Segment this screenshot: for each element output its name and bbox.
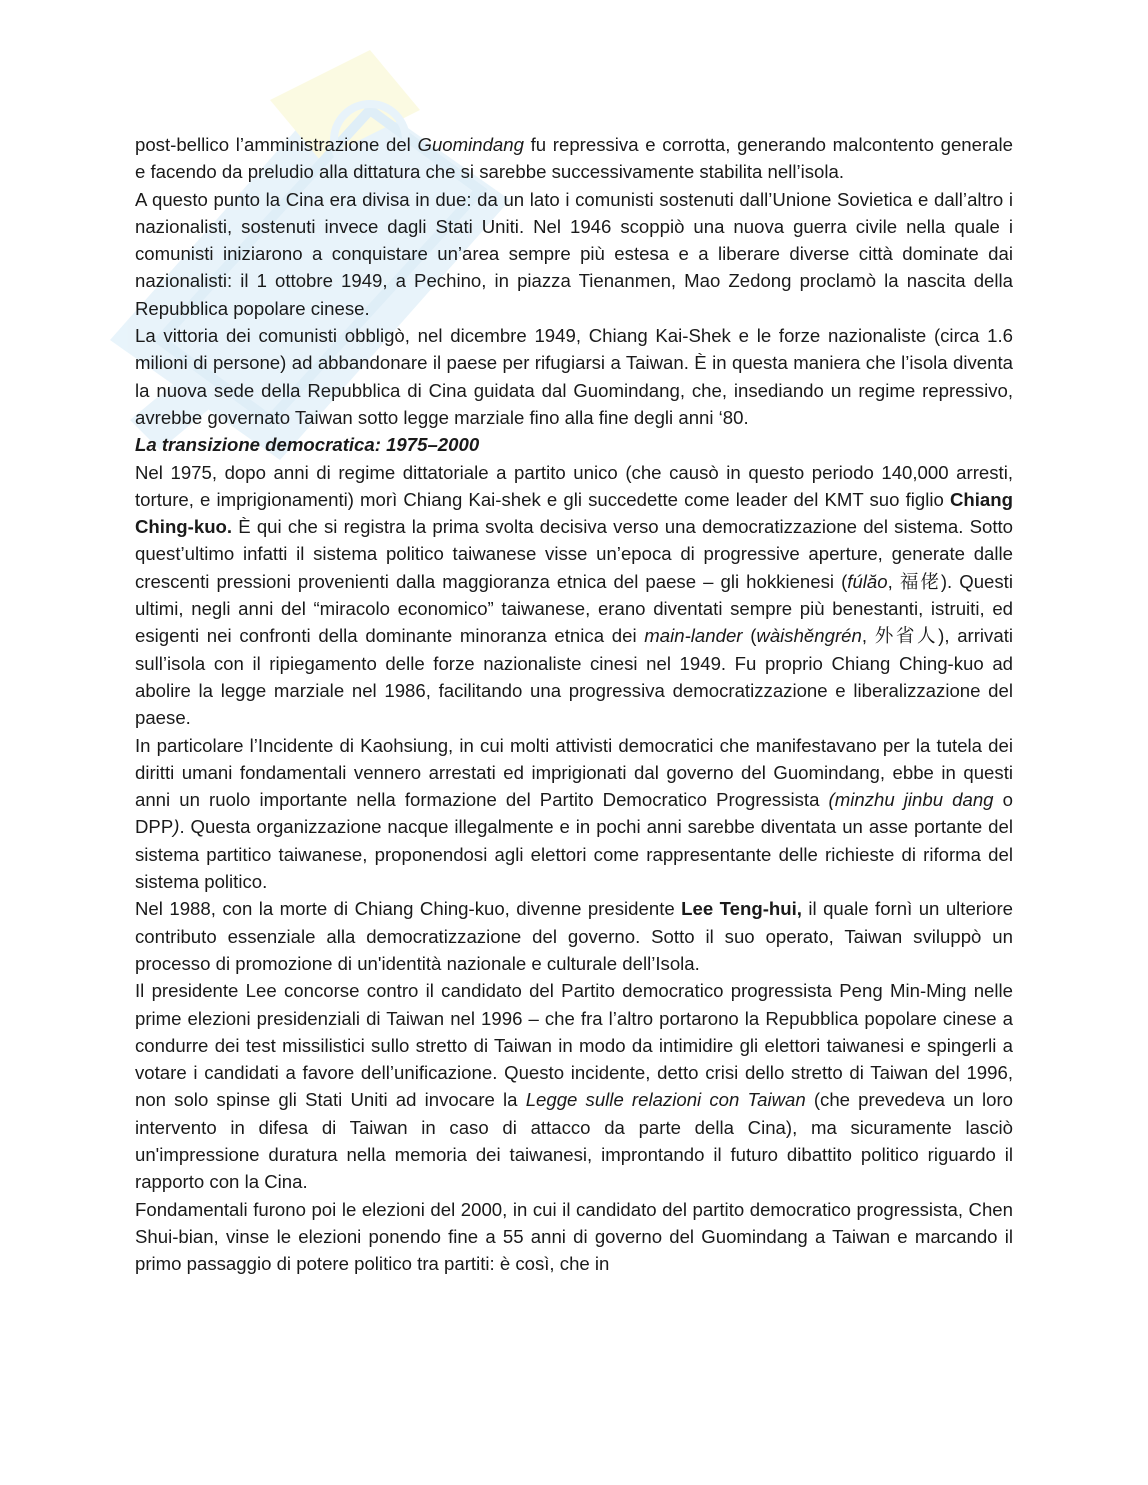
document-body	[135, 131, 1013, 1277]
paragraph: post-bellico l’amministrazione del Guomindang fu repressiva e corrotta, generando malcontento generale e facendo da preludio alla dittatura che si sarebbe successivamente stabilita nell’isola.	[135, 134, 1013, 183]
section-heading: La transizione democratica: 1975–2000	[135, 434, 480, 456]
paragraph: In particolare l’Incidente di Kaohsiung, in cui molti attivisti democratici che manifestavano per la tutela dei diritti umani fondamentali vennero arrestati ed imprigionati dal governo del Guomindang, ebbe in questi anni un ruolo importante nella formazione del Partito Democratico Progressista (minzhu jinbu dang o DPP). Questa organizzazione nacque illegalmente e in pochi anni sarebbe diventata un asse portante del sistema partitico taiwanese, proponendosi agli elettori come rappresentante delle richieste di riforma del sistema politico.	[135, 734, 1013, 893]
paragraph: Il presidente Lee concorse contro il candidato del Partito democratico progressista Peng Min-Ming nelle prime elezioni presidenziali di Taiwan nel 1996 – che fra l’altro portarono la Repubblica popolare cinese a condurre dei test missilistici sullo stretto di Taiwan in modo da intimidire gli elettori taiwanesi e spingerli a votare i candidati a favore dell’unificazione. Questo incidente, detto crisi dello stretto di Taiwan del 1996, non solo spinse gli Stati Uniti ad invocare la Legge sulle relazioni con Taiwan (che prevedeva un loro intervento in difesa di Taiwan in caso di attacco da parte della Cina), ma sicuramente lasciò un'impressione duratura nella memoria dei taiwanesi, improntando il futuro dibattito politico riguardo il rapporto con la Cina.	[135, 980, 1013, 1193]
paragraph: Nel 1975, dopo anni di regime dittatoriale a partito unico (che causò in questo periodo 140,000 arresti, torture, e imprigionamenti) morì Chiang Kai-shek e gli succedette come leader del KMT suo figlio Chiang Ching-kuo. È qui che si registra la prima svolta decisiva verso una democratizzazione del sistema. Sotto quest’ultimo infatti il sistema politico taiwanese visse un’epoca di progressive aperture, generate dalle crescenti pressioni provenienti dalla maggioranza etnica del paese – gli hokkienesi (fúlăo, 福佬). Questi ultimi, negli anni del “miracolo economico” taiwanese, erano diventati sempre più benestanti, istruiti, ed esigenti nei confronti della dominante minoranza etnica dei main-lander (wàishěngrén, 外省人), arrivati sull’isola con il ripiegamento delle forze nazionaliste cinesi nel 1949. Fu proprio Chiang Ching-kuo ad abolire la legge marziale nel 1986, facilitando una progressiva democratizzazione e liberalizzazione del paese.	[135, 461, 1013, 729]
paragraph: Nel 1988, con la morte di Chiang Ching-kuo, divenne presidente Lee Teng-hui, il quale fornì un ulteriore contributo essenziale alla democratizzazione del governo. Sotto il suo operato, Taiwan sviluppò un processo di promozione di un'identità nazionale e culturale dell’Isola.	[135, 898, 1013, 974]
paragraph: La vittoria dei comunisti obbligò, nel dicembre 1949, Chiang Kai-Shek e le forze nazionaliste (circa 1.6 milioni di persone) ad abbandonare il paese per rifugiarsi a Taiwan. È in questa maniera che l’isola diventa la nuova sede della Repubblica di Cina guidata dal Guomindang, che, insediando un regime repressivo, avrebbe governato Taiwan sotto legge marziale fino alla fine degli anni ‘80.	[135, 325, 1013, 428]
paragraph: Fondamentali furono poi le elezioni del 2000, in cui il candidato del partito democratico progressista, Chen Shui-bian, vinse le elezioni ponendo fine a 55 anni di governo del Guomindang a Taiwan e marcando il primo passaggio di potere politico tra partiti: è così, che in	[135, 1198, 1013, 1275]
paragraph: A questo punto la Cina era divisa in due: da un lato i comunisti sostenuti dall’Unione Sovietica e dall’altro i nazionalisti, sostenuti invece dagli Stati Uniti. Nel 1946 scoppiò una nuova guerra civile nella quale i comunisti iniziarono a conquistare un’area sempre più estesa e a liberare diverse città dominate dai nazionalisti: il 1 ottobre 1949, a Pechino, in piazza Tienanmen, Mao Zedong proclamò la nascita della Repubblica popolare cinese.	[135, 188, 1013, 319]
